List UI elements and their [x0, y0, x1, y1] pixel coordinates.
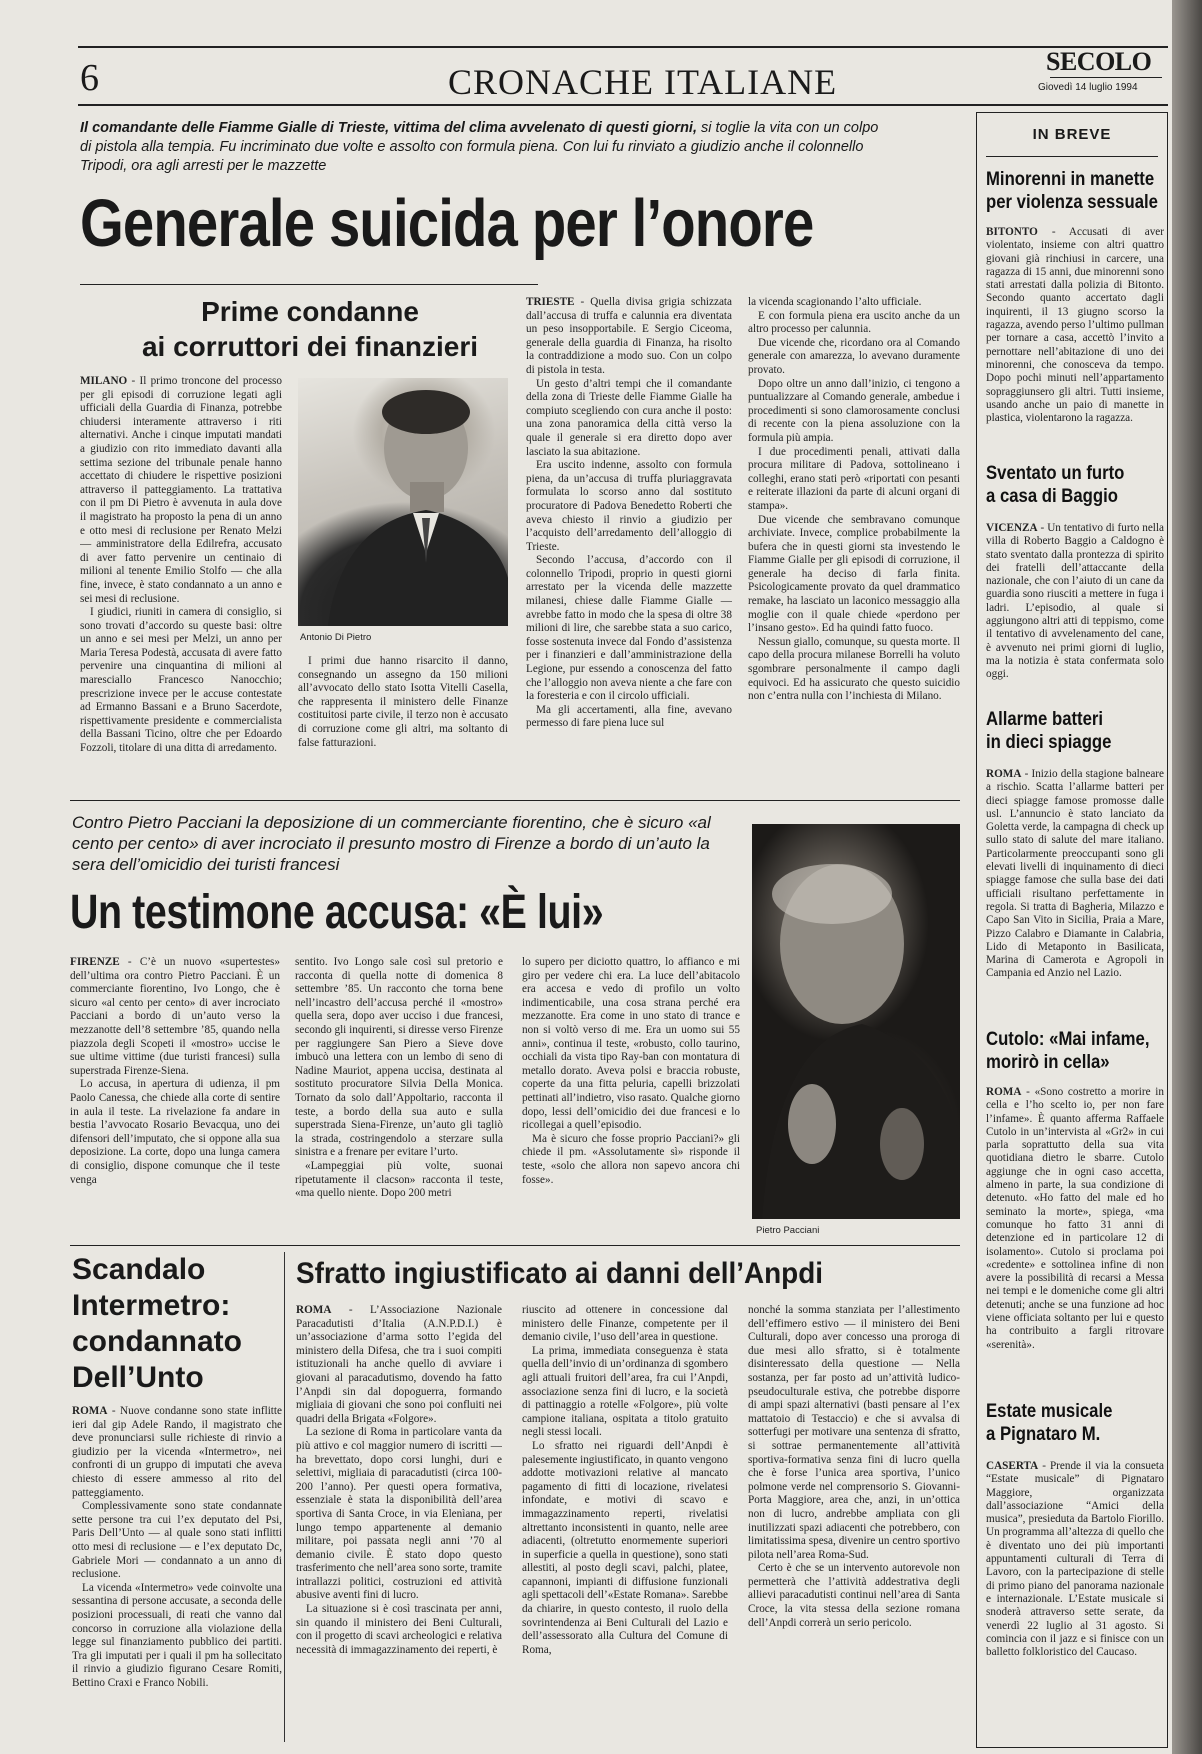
testimone-paragraph: Ma è sicuro che fosse proprio Pacciani?» gli chiede il pm. «Assolutamente sì» risponde il teste, «solo che allora non sapevo ancora chi fosse».	[522, 1132, 740, 1186]
lead-paragraph: Due vicende che, ricordano ora al Comando generale con amarezza, lo avevano duramente provato.	[748, 336, 960, 376]
brief-text: Inizio della stagione balneare a rischio. Scatta l’allarme batteri per dieci spiagge famose promosse dalle usl. L’annuncio è stato lanciato da Goletta verde, la campagna di check up sullo stato di salute del mare italiano. Particolarmente preoccupanti sono gli elevati livelli di inquinamento di dieci spiagge famose che sulla base dei dati ufficiali risultano perfettamente in regola. Si tratta di Bagheria, Milazzo e Capo San Vito in Sicilia, Praia a Mare, Pizzo Calabro e Diamante in Calabria, Lido di Metaponto in Basilicata, Marina di Camerota e Agropoli in Campania ed Anzio nel Lazio.	[986, 768, 1164, 980]
brief-title-line: morirò in cella»	[986, 1052, 1110, 1073]
intermetro-headline-line: Dell’Unto	[72, 1361, 204, 1394]
condanne-paragraph: Il primo troncone del processo per gli episodi di corruzione legati agli ufficiali della Guardia di Finanza, potrebbe chiudersi interamente attraverso i riti alternativi. Anche i cinque imputati mandati a giudizio con rito immediato davanti alla settima sezione del tribunale penale hanno accettato di chiudere le rispettive posizioni attraverso il patteggiamento. La trattativa con il pm Di Pietro è avvenuta in aula dove il magistrato ha proposto la pena di un anno e otto mesi di reclusione per Renato Melzi — amministratore della Edilrefra, accusato di aver fatto pervenire un centinaio di milioni al tenente Emilio Stolfo — che alla fine, invece, è stato condannato a un anno e sei mesi di reclusione.	[80, 375, 282, 605]
intermetro-headline	[72, 1252, 272, 1396]
photo-pietro-pacciani	[752, 824, 960, 1219]
brief-title-line: in dieci spiagge	[986, 732, 1112, 753]
testimone-paragraph: Lo accusa, in apertura di udienza, il pm Paolo Canessa, che chiede alla corte di sentire in aula il teste. La rivelazione fa andare in bestia l’avvocato Rosario Bevacqua, uno dei difensori dell’imputato, che si oppone alla sua deposizione. La corte, dopo una lunga camera di consiglio, dispone comunque che il teste venga	[70, 1078, 280, 1186]
header-rule	[78, 104, 1168, 106]
intermetro-divider	[284, 1252, 285, 1742]
testimone-paragraph: lo supero per diciotto quattro, lo affianco e mi giro per vedere chi era. La luce dell’abitacolo era accesa e vedo di profilo un volto indimenticabile, una cosa strana perché era mezzanotte. Era come in uno stato di trance e non si voltò verso di me. Era un uomo sui 55 anni», continua il teste, «robusto, collo taurino, occhiali da vista tipo Ray-ban con montatura di metallo dorato. Aveva polsi e braccia robuste, coperte da una fitta peluria, capelli brizzolati pettinati all’indietro, viso rasato. Qualche giorno dopo, lessi dell’omicidio dei due francesi e lo ricollegai a quell’episodio.	[522, 956, 740, 1132]
condanne-headline-line-2: ai corruttori dei finanzieri	[141, 331, 479, 362]
brief-dateline: CASERTA	[986, 1460, 1039, 1472]
brief-title	[986, 1400, 1112, 1446]
lead-paragraph: Ma gli accertamenti, alla fine, avevano permesso di fare piena luce sul	[526, 703, 732, 730]
brief-body: ROMA - «Sono costretto a morire in cella e l’ho scelto io, per non fare l’infame». È quanto afferma Raffaele Cutolo in un’intervista al «Gr2» in cui parla soprattutto della sua vita quotidiana dietro le sbarre. Cutolo aggiunge che in ogni caso accetta, almeno in parte, la sua condizione di detenuto. «Ho fatto del male ed ho seminato la morte», spiega, «ma comunque ho fatto 31 anni di detenzione ed in particolare 12 di isolamento». Cutolo si proclama poi «credente» e sottolinea infine di non avere la possibilità di recarsi a Messa nei tempi e le domeniche come gli altri detenuti; anche se una funzione ad hoc viene officiata soltanto per lui e questo ha contribuito a fargli ritrovare «serenità».	[986, 1086, 1164, 1351]
testimone-paragraph: «Lampeggiai più volte, suonai ripetutamente il clacson» racconta il teste, «ma quello niente. Dopo 200 metri	[295, 1159, 503, 1200]
masthead-underline	[1050, 77, 1162, 78]
brief-text: Accusati di aver violentato, insieme con altri quattro giovani già rinchiusi in carcere, una ragazza di 15 anni, due minorenni sono stati arrestati dalla polizia di Bitonto. Secondo quanto accertato dagli inquirenti, il 13 giugno scorso la ragazza, avendo perso l’ultimo pullman per tornare a casa, accettò l’invito a pernottare nell’abitazione di uno dei minorenni, che conosceva da tempo. Dopo pochi minuti nell’appartamento sopraggiunsero gli altri. Tutti insieme, usando anche un paio di manette in plastica, violentarono la ragazza.	[986, 226, 1164, 425]
brief-title-line: a casa di Baggio	[986, 486, 1118, 507]
anpdi-paragraph: La situazione si è così trascinata per anni, sin quando il ministero dei Beni Culturali, con il progetto di scavi archeologici e relativa necessità di immagazzinamento dei reperti, è	[296, 1603, 502, 1656]
lead-paragraph: Secondo l’accusa, d’accordo con il colonnello Tripodi, proprio in questi giorni arrestato per la vicenda delle mazzette milanesi, chiese dalle Fiamme Gialle — avrebbe fatto in modo che la spesa di oltre 38 milioni di lire, che sarebbe stata a suo carico, fosse sostenuta invece dal Fondo d’assistenza per i finanzieri e dall’amministrazione della Legione, pur essendo a conoscenza del fatto che l’alloggio non aveva niente a che fare con la foresteria e con il circolo ufficiali.	[526, 554, 732, 703]
lead-paragraph: Nessun giallo, comunque, su questa morte. Il capo della procura milanese Borrelli ha voluto sgombrare personalmente il campo dagli equivoci. Ed ha assicurato che questo suicidio non c’entra nulla con l’inchiesta di Milano.	[748, 635, 960, 703]
page-number: 6	[80, 57, 99, 99]
condanne-paragraph: I primi due hanno risarcito il danno, consegnando un assegno da 150 milioni all’avvocato dello stato Isotta Vitelli Casella, che rappresenta il ministero delle Finanze costituitosi parte civile, il terzo non è accusato di corruzione come gli altri, ma soltanto di false fatturazioni.	[298, 655, 508, 749]
brief-body: BITONTO - Accusati di aver violentato, insieme con altri quattro giovani già rinchiusi in carcere, una ragazza di 15 anni, due minorenni sono stati arrestati dalla polizia di Bitonto. Secondo quanto accertato dagli inquirenti, il 13 giugno scorso la ragazza, avendo perso l’ultimo pullman per tornare a casa, accettò l’invito a pernottare nell’abitazione di uno dei minorenni, che conosceva da tempo. Dopo pochi minuti nell’appartamento sopraggiunsero gli altri. Tutti insieme, usando anche un paio di manette in plastica, violentarono la ragazza.	[986, 226, 1164, 425]
page-edge-shadow	[1172, 0, 1202, 1754]
brief-title-line: Allarme batteri	[986, 709, 1104, 730]
lead-paragraph: Dopo oltre un anno dall’inizio, ci tengono a puntualizzare al Comando generale, ambedue i procedimenti si sono clamorosamente conclusi di recente con la piena assoluzione con la formula più ampia.	[748, 377, 960, 444]
portrait-silhouette	[752, 824, 960, 1219]
brief-title	[986, 1028, 1150, 1074]
brief-title-line: Sventato un furto	[986, 463, 1125, 484]
brief-title-line: Estate musicale	[986, 1401, 1113, 1422]
brief-dateline: BITONTO	[986, 226, 1038, 238]
photo-antonio-di-pietro	[298, 378, 508, 626]
anpdi-paragraph: La sezione di Roma in particolare vanta da più attivo e col maggior numero di iscritti — ha brevettato, dopo corsi lunghi, duri e selettivi, migliaia di paracadutisti (circa 100-200 l’anno). Per questi opera formativa, essenziale è stata la disponibilità dell’area sportiva di Santa Croce, in via Elenìana, per lungo tempo appartenente al demanio militare, poi passata negli anni ’70 al demanio civile. È stato dopo questo trasferimento che nell’area sono sorte, tramite intrallazzi politici, costruzioni ed attività abusive aventi fini di lucro.	[296, 1426, 502, 1602]
brief-title	[986, 168, 1158, 214]
lead-kicker-rest: si toglie la vita con un colpo di pistola alla tempia. Fu incriminato due volte e assolto con formula piena. Con lui fu rinviato a giudizio anche il colonnello Tripodi, ora agli arresti per le mazzette	[80, 120, 879, 174]
testimone-kicker: Contro Pietro Pacciani la deposizione di un commerciante fiorentino, che è sicuro «al cento per cento» di aver incrociato il presunto mostro di Firenze a bordo di un’auto la sera dell’omicidio dei turisti francesi	[72, 813, 711, 874]
anpdi-column-2	[522, 1304, 728, 1740]
testimone-headline: Un testimone accusa: «È lui»	[70, 886, 604, 939]
brief-title-line: Minorenni in manette	[986, 169, 1155, 190]
testimone-column-2	[295, 956, 503, 1236]
brief-body: CASERTA - Prende il via la consueta “Estate musicale” di Pignataro Maggiore, organizzata dall’associazione “Amici della musica”, presieduta da Bartolo Fiorillo. Un programma all’altezza di quello che è diventato uno dei più importanti appuntamenti culturali di Terra di Lavoro, con la partecipazione di stelle di primo piano del panorama nazionale e internazionale. L’Estate musicale si snoderà attraverso sette serate, da venerdì 22 luglio al 31 agosto. Si comincia con il jazz e si finisce con un balletto folkloristico del Caucaso.	[986, 1460, 1164, 1659]
brief-title-line: a Pignataro M.	[986, 1424, 1101, 1445]
condanne-paragraph: I giudici, riuniti in camera di consiglio, si sono trovati d’accordo su queste basi: oltre un anno e sei mesi per Melzi, un anno per Maria Teresa Podestà, accusata di avere fatto pervenire una cinquantina di milioni al maresciallo Francesco Nanocchio; prescrizione invece per le accuse contestate ad Ermanno Bassani e a Bruno Sacerdote, rispettivamente presidente e commercialista della Bassani Ticino, oltre che per Edoardo Fozzoli, titolare di una ditta di arredamento.	[80, 606, 282, 755]
anpdi-headline: Sfratto ingiustificato ai danni dell’Anpdi	[296, 1257, 824, 1290]
lead-paragraph: E con formula piena era uscito anche da un altro processo per calunnia.	[748, 309, 960, 336]
lead-headline: Generale suicida per l’onore	[80, 186, 814, 261]
testimone-column-3	[522, 956, 740, 1236]
anpdi-paragraph: La prima, immediata conseguenza è stata quella dell’invio di un’ordinanza di sgombero agli attuali fruitori dell’area, fra cui l’Anpdi, associazione senza fini di lucro, e la società di pattinaggio a rotelle «Folgore», più volte campione italiana, ospitata a titolo gratuito negli stessi locali.	[522, 1344, 728, 1439]
caption-pacciani: Pietro Pacciani	[756, 1225, 820, 1236]
condanne-column-1: MILANO - Il primo troncone del processo per gli episodi di corruzione legati agli ufficiali della Guardia di Finanza, potrebbe chiudersi interamente attraverso i riti alternativi. Anche i cinque imputati mandati a giudizio con rito immediato davanti alla settima sezione del tribunale penale hanno accettato di chiudere le rispettive posizioni attraverso il patteggiamento. La trattativa con il pm Di Pietro è avvenuta in aula dove il magistrato ha proposto la pena di un anno e otto mesi di reclusione per Renato Melzi — amministratore della Edilrefra, accusato di aver fatto pervenire un centinaio di milioni al tenente Emilio Stolfo — che alla fine, invece, è stato condannato a un anno e sei mesi di reclusione. I giudici, riuniti in camera di consiglio, si sono trovati d’accordo su queste basi: oltre un anno e sei mesi per Melzi, un anno per Maria Teresa Podestà, accusata di avere fatto pervenire una cinquantina di milioni al maresciallo Francesco Nanocchio; prescrizione invece per le accuse contestate ad Ermanno Bassani e a Bruno Sacerdote, rispettivamente presidente e commercialista della Bassani Ticino, oltre che per Edoardo Fozzoli, titolare di una ditta di arredamento.	[80, 375, 282, 755]
brief-body: ROMA - Inizio della stagione balneare a rischio. Scatta l’allarme batteri per dieci spiagge famose promosse dalle usl. L’annuncio è stato lanciato da Goletta verde, la campagna di check up sullo stato di salute del mare italiano. Particolarmente preoccupanti sono gli elevati livelli di inquinamento di dieci spiagge famose che sulla base dei dati ufficiali risultano perfettamente in regola. Si tratta di Bagheria, Milazzo e Capo San Vito in Sicilia, Praia a Mare, Pizzo Calabro e Diamante in Calabria, Lido di Metaponto in Basilicata, Marina di Camerota e Agropoli in Campania ed Anzio nel Lazio.	[986, 768, 1164, 980]
anpdi-column-3	[748, 1304, 960, 1740]
testimone-dateline: FIRENZE	[70, 956, 120, 968]
lead-paragraph: I due procedimenti penali, attivati dalla procura militare di Padova, sottolineano i colleghi, erano stati però «riportati con pesanti e reiterate illazioni da parte di alcuni organi di stampa».	[748, 445, 960, 512]
portrait-silhouette	[298, 378, 508, 626]
anpdi-dateline: ROMA	[296, 1304, 332, 1316]
brief-body: VICENZA - Un tentativo di furto nella villa di Roberto Baggio a Caldogno è stato sventato dalla prontezza di spirito dei fratelli dell’attaccante della nazionale, che con l’aiuto di un cane da guardia sono riusciti a mettere in fuga i ladri. L’episodio, al quale si aggiungono altri atti di teppismo, come il tentativo di avvelenamento del cane, è avvenuto nei primi giorni di luglio, ma la notizia è stata confermata solo oggi.	[986, 522, 1164, 681]
brief-title-line: per violenza sessuale	[986, 192, 1158, 213]
testimone-paragraph: C’è un nuovo «supertestes» dell’ultima ora contro Pietro Pacciani. È un commerciante fiorentino, Ivo Longo, che è sicuro «al cento per cento» di aver incrociato Pacciani a bordo di un’auto verso la mezzanotte dell’8 settembre ’85, quando nella piazzola degli Scopeti il «mostro» uccise le sue ultime vittime (due turisti francesi) sulla superstrada Firenze-Siena.	[70, 956, 280, 1077]
lead-column-1: TRIESTE - Quella divisa grigia schizzata dall’accusa di truffa e calunnia era diventata un peso insopportabile. E Sergio Ciceoma, generale della guardia di Finanza, ha risolto la contraddizione a modo suo. Con un colpo di pistola in testa. Un gesto d’altri tempi che il comandante della zona di Trieste delle Fiamme Gialle ha compiuto scegliendo con cura anche il posto: una zona panoramica della città verso la quale il generale si era diretto dopo aver lasciato la sua abitazione. Era uscito indenne, assolto con formula piena, da un’accusa di truffa pluriaggravata formulata lo scorso anno dal sostituto procuratore di Padova Benedetto Roberti che aveva chiesto il rinvio a giudizio per l’acquisto dell’arredamento dell’alloggio di Trieste. Secondo l’accusa, d’accordo con il colonnello Tripodi, proprio in questi giorni arrestato per la vicenda delle mazzette milanesi, chiese dalle Fiamme Gialle — avrebbe fatto in modo che la spesa di oltre 38 milioni di lire, che sarebbe stata a suo carico, fosse sostenuta invece dal Fondo d’assistenza per i finanzieri e dall’amministrazione della Legione, pur essendo a conoscenza del fatto che l’alloggio non aveva niente a che fare con la foresteria e con il circolo ufficiali. Ma gli accertamenti, alla fine, avevano permesso di fare piena luce sul	[526, 296, 732, 730]
anpdi-paragraph: nonché la somma stanziata per l’allestimento dell’effimero estivo — il ministero dei Beni Culturali, dopo aver concesso una proroga di due mesi allo sfratto, si è totalmente disinteressato della questione — Nella sostanza, per far posto ad un’attività ludico-pseudoculturale estiva, che potrebbe disporre di ampi spazi alternativi (basti pensare al l’ex mattatoio di Testaccio) e che si avvalsa di sotterfugi per motivare una sentenza di sfratto, si sottrae permanentemente all’attività sportiva-formativa senza fini di lucro quella che è forse l’unica area sportiva, l’unico polmone verde nel comprensorio S. Giovanni-Porta Maggiore, area che, anzi, in un’ottica non di lucro, andrebbe ampliata con gli inutilizzati spazi adiacenti che potrebbero, con limitatissima spesa, divenire un centro sportivo pilota nell’area Roma-Sud.	[748, 1304, 960, 1561]
lead-kicker	[80, 119, 880, 176]
brief-dateline: VICENZA	[986, 522, 1038, 534]
lower-rule	[70, 1245, 960, 1246]
intermetro-paragraph: Complessivamente sono state condannate sette persone tra cui l’ex deputato del Psi, Paris Dell’Unto — al quale sono stati inflitti otto mesi di reclusione — e l’ex deputato Dc, Gabriele Mori — condannato a un anno di reclusione.	[72, 1500, 282, 1581]
lead-dateline: TRIESTE	[526, 296, 575, 308]
intermetro-paragraph: La vicenda «Intermetro» vede coinvolte una sessantina di persone accusate, a seconda delle posizioni processuali, di reati che vanno dal concorso in corruzione alla violazione della legge sul finanziamento pubblico dei partiti. Tra gli imputati per i quali il pm ha sollecitato il rinvio a giudizio figurano Cesare Romiti, Bettino Craxi e Franco Nobili.	[72, 1581, 282, 1689]
condanne-top-rule	[80, 284, 538, 285]
section-title: CRONACHE ITALIANE	[448, 62, 838, 102]
brief-text: Prende il via la consueta “Estate musicale” di Pignataro Maggiore, organizzata dall’associazione “Amici della musica”, presieduta da Bartolo Fiorillo. Un programma all’altezza di quello che è diventato uno dei più importanti appuntamenti culturali di Terra di Lavoro, con la partecipazione di stelle di primo piano del panorama nazionale e internazionale. L’Estate musicale si snoderà attraverso sette serate, da venerdì 22 luglio al 31 agosto. Si comincia con il jazz e si finisce con un balletto folkloristico del Caucaso.	[986, 1460, 1164, 1659]
lead-paragraph: Era uscito indenne, assolto con formula piena, da un’accusa di truffa pluriaggravata formulata lo scorso anno dal sostituto procuratore di Padova Benedetto Roberti che aveva chiesto il rinvio a giudizio per l’acquisto dell’arredamento dell’alloggio di Trieste.	[526, 459, 732, 553]
anpdi-column-1: ROMA - L’Associazione Nazionale Paracadutisti d’Italia (A.N.P.D.I.) è un’associazione d’arma sotto l’egida del ministero della Difesa, che tra i suoi compiti istituzionali ha anche quello di avviare i giovani al paracadutismo, dovendo ha fatto l’Anpdi sin dal dopoguerra, formando migliaia di giovani che sono poi confluiti nei quadri della Brigata «Folgore». La sezione di Roma in particolare vanta da più attivo e col maggior numero di iscritti — ha brevettato, dopo corsi lunghi, duri e selettivi, migliaia di paracadutisti (circa 100-200 l’anno). Per questi opera formativa, essenziale è stata la disponibilità dell’area sportiva di Santa Croce, in via Elenìana, per lungo tempo appartenente al demanio militare, poi passata negli anni ’70 al demanio civile. È stato dopo questo trasferimento che nell’area sono sorte, tramite intrallazzi politici, costruzioni ed attività abusive aventi fini di lucro. La situazione si è così trascinata per anni, sin quando il ministero dei Beni Culturali, con il progetto di scavi archeologici e relativa necessità di immagazzinamento dei reperti, è	[296, 1304, 502, 1656]
mid-rule	[70, 800, 960, 801]
masthead-logo: SECOLO	[1046, 47, 1152, 76]
caption-di-pietro: Antonio Di Pietro	[300, 632, 372, 643]
lead-kicker-bold: Il comandante delle Fiamme Gialle di Trieste, vittima del clima avvelenato di questi giorni,	[80, 120, 697, 136]
intermetro-headline-line: Scandalo	[72, 1253, 206, 1286]
condanne-dateline: MILANO	[80, 375, 128, 387]
intermetro-headline-line: Intermetro:	[72, 1289, 231, 1322]
lead-paragraph: la vicenda scagionando l’alto ufficiale.	[748, 296, 922, 308]
lead-paragraph: Quella divisa grigia schizzata dall’accusa di truffa e calunnia era diventata un peso insopportabile. E Sergio Ciceoma, generale della guardia di Finanza, ha risolto la contraddizione a modo suo. Con un colpo di pistola in testa.	[526, 296, 732, 376]
in-breve-label: IN BREVE	[1032, 126, 1112, 143]
in-breve-rule	[986, 156, 1158, 157]
anpdi-paragraph: riuscito ad ottenere in concessione dal ministero delle Finanze, competente per il demanio civile, l’uso dell’area in questione.	[522, 1304, 728, 1344]
lead-paragraph: Un gesto d’altri tempi che il comandante della zona di Trieste delle Fiamme Gialle ha compiuto scegliendo con cura anche il posto: una zona panoramica della città verso la quale il generale si era diretto dopo aver lasciato la sua abitazione.	[526, 377, 732, 458]
anpdi-paragraph: L’Associazione Nazionale Paracadutisti d’Italia (A.N.P.D.I.) è un’associazione d’arma sotto l’egida del ministero della Difesa, che tra i suoi compiti istituzionali ha anche quello di avviare i giovani al paracadutismo, dovendo ha fatto l’Anpdi sin dal dopoguerra, formando migliaia di giovani che sono poi confluiti nei quadri della Brigata «Folgore».	[296, 1304, 502, 1425]
top-rule	[78, 46, 1168, 48]
intermetro-paragraph: Nuove condanne sono state inflitte ieri dal gip Adele Rando, il magistrato che deve pronunciarsi sulle richieste di rinvio a giudizio per la vicenda «Intermetro», nei confronti di un gruppo di imputati che aveva chiesto di essere ammesso al rito del patteggiamento.	[72, 1405, 282, 1499]
intermetro-dateline: ROMA	[72, 1405, 108, 1417]
testimone-paragraph: sentito. Ivo Longo sale così sul pretorio e racconta di quella notte di domenica 8 settembre ’85. Un racconto che torna bene nell’incastro dell’accusa perché il «mostro» quella sera, dopo aver ucciso i due francesi, secondo gli inquirenti, si diresse verso Firenze per raggiungere San Piero a Sieve dove imbucò una lettera con un lembo di seno di Nadine Mauriot, appena uccisa, destinata al sostituto procuratore Silvia Della Monica. Tornato da solo dall’Appoltario, racconta il teste, a bordo della sua auto e sulla superstrada Siena-Firenze, un’auto gli tagliò la strada, costringendolo a sterzare sulla sinistra e a frenare per evitare l’urto.	[295, 956, 503, 1159]
intermetro-column: ROMA - Nuove condanne sono state inflitte ieri dal gip Adele Rando, il magistrato che deve pronunciarsi sulle richieste di rinvio a giudizio per la vicenda «Intermetro», nei confronti di un gruppo di imputati che aveva chiesto di essere ammesso al rito del patteggiamento. Complessivamente sono state condannate sette persone tra cui l’ex deputato del Psi, Paris Dell’Unto — al quale sono stati inflitti otto mesi di reclusione — e l’ex deputato Dc, Gabriele Mori — condannato a un anno di reclusione. La vicenda «Intermetro» vede coinvolte una sessantina di persone accusate, a seconda delle posizioni processuali, di reati che vanno dal concorso in corruzione alla violazione della legge sul finanziamento pubblico dei partiti. Tra gli imputati per i quali il pm ha sollecitato il rinvio a giudizio figurano Cesare Romiti, Bettino Craxi e Franco Nobili.	[72, 1405, 282, 1689]
anpdi-paragraph: Lo sfratto nei riguardi dell’Anpdi è palesemente ingiustificato, in quanto vengono addotte motivazioni relative al mancato pagamento di fitti di locazione, rivelatesi infondate, e motivi di scavo e immagazzinamento reperti, rivelatisi altrettanto inconsistenti in quanto, nelle aree adiacenti, (oltretutto enormemente superiori in superficie a quella in questione), sono stati allestiti, al posto degli scavi, palchi, platee, capannoni, impianti di diffusione funzionali agli spettacoli dell’«Estate Romana». Sarebbe da chiarire, in questo contesto, il ruolo della sovrintendenza ai Beni Culturali del Lazio e dell’assessorato alla Cultura del Comune di Roma,	[522, 1439, 728, 1656]
brief-dateline: ROMA	[986, 1086, 1022, 1098]
brief-dateline: ROMA	[986, 768, 1022, 780]
intermetro-headline-line: condannato	[72, 1325, 242, 1358]
testimone-column-1: FIRENZE - C’è un nuovo «supertestes» dell’ultima ora contro Pietro Pacciani. È un commerciante fiorentino, Ivo Longo, che è sicuro «al cento per cento» di aver incrociato Pacciani a bordo di un’auto verso la mezzanotte dell’8 settembre ’85, quando nella piazzola degli Scopeti il «mostro» uccise le sue ultime vittime (due turisti francesi) sulla superstrada Firenze-Siena. Lo accusa, in apertura di udienza, il pm Paolo Canessa, che chiede alla corte di sentire in aula il teste. La rivelazione fa andare in bestia l’avvocato Rosario Bevacqua, uno dei difensori dell’imputato, che si oppone alla sua deposizione. La corte, dopo una lunga camera di consiglio, dispone comunque che il teste venga	[70, 956, 280, 1186]
issue-date: Giovedì 14 luglio 1994	[1038, 82, 1138, 93]
lead-paragraph: Due vicende che sembravano comunque archiviate. Invece, complice probabilmente la bufera che in questi giorni sta investendo le Fiamme Gialle per gli episodi di corruzione, il generale ha deciso di farla finita. Psicologicamente provato da quel drammatico remake, ha lasciato un laconico messaggio alla moglie con il quale chiede «perdono per l’insano gesto». Ed ha quindi fatto fuoco.	[748, 513, 960, 635]
brief-text: Un tentativo di furto nella villa di Roberto Baggio a Caldogno è stato sventato dalla prontezza di spirito dei fratelli dell’attaccante della nazionale, che con l’aiuto di un cane da guardia sono riusciti a mettere in fuga i ladri. L’episodio, al quale si aggiungono altri atti di teppismo, come il tentativo di avvelenamento del cane, è avvenuto nei primi giorni di luglio, ma la notizia è stata confermata solo oggi.	[986, 522, 1164, 681]
anpdi-paragraph: Certo è che se un intervento autorevole non permetterà che l’attività addestrativa degli allievi paracadutisti continui nell’area di Santa Croce, la vita stessa della sezione romana dell’Anpdi correrà un serio pericolo.	[748, 1562, 960, 1629]
lead-column-2	[748, 296, 960, 813]
brief-title	[986, 708, 1111, 754]
condanne-column-2	[298, 655, 508, 813]
brief-title-line: Cutolo: «Mai infame,	[986, 1029, 1150, 1050]
brief-title	[986, 462, 1124, 508]
brief-text: «Sono costretto a morire in cella e l’ho scelto io, per non fare l’infame». È quanto afferma Raffaele Cutolo in un’intervista al «Gr2» in cui parla soprattutto della sua vita quotidiana dietro le sbarre. Cutolo aggiunge che in ogni caso accetta, almeno in parte, la sua condizione di detenuto. «Ho fatto del male ed ho seminato la morte», spiega, «ma comunque ho fatto 31 anni di detenzione ed in particolare 12 di isolamento». Cutolo si proclama poi «credente» e sottolinea infine di non avere la possibilità di recarsi a Messa nei tempi e le domeniche come gli altri detenuti; anche se una funzione ad hoc viene officiata soltanto per lui e questo ha contribuito a fargli ritrovare «serenità».	[986, 1086, 1164, 1351]
condanne-headline-line-1: Prime condanne	[201, 296, 419, 327]
